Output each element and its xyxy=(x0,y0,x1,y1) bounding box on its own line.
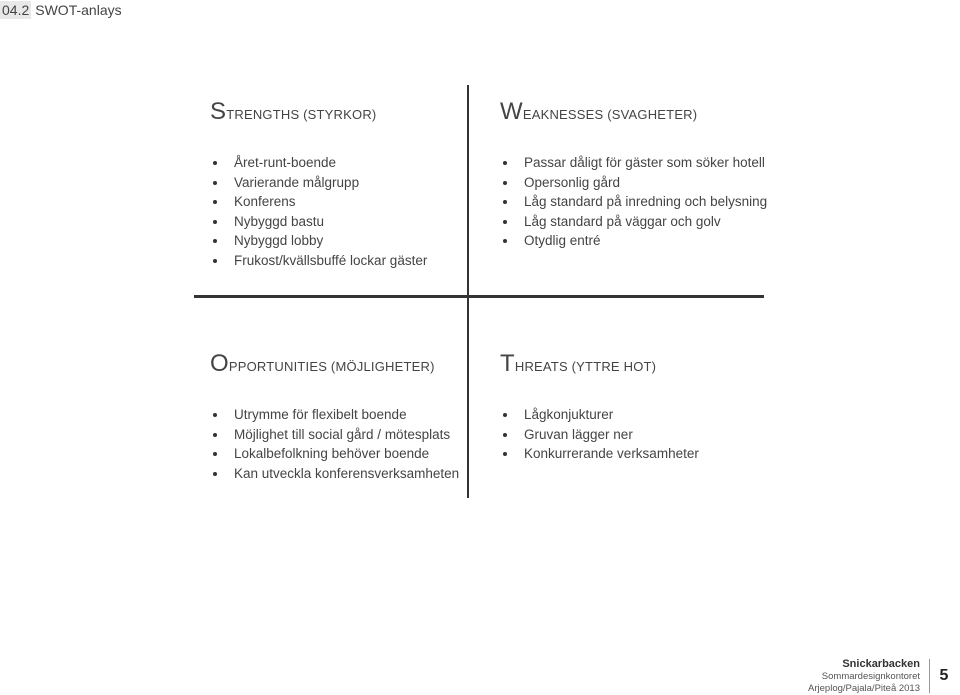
weaknesses-quadrant xyxy=(500,98,780,251)
list-item: Lokalbefolkning behöver boende xyxy=(210,444,465,464)
section-number: 04.2 xyxy=(2,2,30,18)
strengths-quadrant xyxy=(210,98,460,270)
opportunities-quadrant xyxy=(210,350,465,483)
list-item: Varierande målgrupp xyxy=(210,173,460,193)
strengths-heading: STRENGTHS (STYRKOR) xyxy=(210,98,377,125)
list-item: Gruvan lägger ner xyxy=(500,425,780,445)
page-header xyxy=(0,0,122,20)
list-item: Frukost/kvällsbuffé lockar gäster xyxy=(210,251,460,271)
strengths-list xyxy=(210,153,460,270)
opportunities-list xyxy=(210,405,465,483)
list-item: Opersonlig gård xyxy=(500,173,780,193)
list-item: Låg standard på väggar och golv xyxy=(500,212,780,232)
footer xyxy=(808,658,920,695)
list-item: Året-runt-boende xyxy=(210,153,460,173)
section-title: SWOT-anlays xyxy=(35,2,122,18)
opportunities-heading: OPPORTUNITIES (MÖJLIGHETER) xyxy=(210,350,435,377)
vertical-divider xyxy=(467,85,469,498)
page-number: 5 xyxy=(929,659,958,693)
list-item: Passar dåligt för gäster som söker hotell xyxy=(500,153,780,173)
list-item: Lågkonjukturer xyxy=(500,405,780,425)
weaknesses-heading: WEAKNESSES (SVAGHETER) xyxy=(500,98,698,125)
list-item: Nybyggd lobby xyxy=(210,231,460,251)
list-item: Konferens xyxy=(210,192,460,212)
footer-line-2: Arjeplog/Pajala/Piteå 2013 xyxy=(808,683,920,694)
threats-heading: THREATS (YTTRE HOT) xyxy=(500,350,657,377)
weaknesses-list xyxy=(500,153,780,251)
footer-line-1: Sommardesignkontoret xyxy=(821,671,920,682)
list-item: Möjlighet till social gård / mötesplats xyxy=(210,425,465,445)
horizontal-divider xyxy=(194,295,764,298)
list-item: Utrymme för flexibelt boende xyxy=(210,405,465,425)
list-item: Nybyggd bastu xyxy=(210,212,460,232)
list-item: Låg standard på inredning och belysning xyxy=(500,192,780,212)
threats-quadrant xyxy=(500,350,780,464)
list-item: Otydlig entré xyxy=(500,231,780,251)
list-item: Kan utveckla konferensverksamheten xyxy=(210,464,465,484)
footer-brand: Snickarbacken xyxy=(842,658,920,670)
list-item: Konkurrerande verksamheter xyxy=(500,444,780,464)
threats-list xyxy=(500,405,780,464)
